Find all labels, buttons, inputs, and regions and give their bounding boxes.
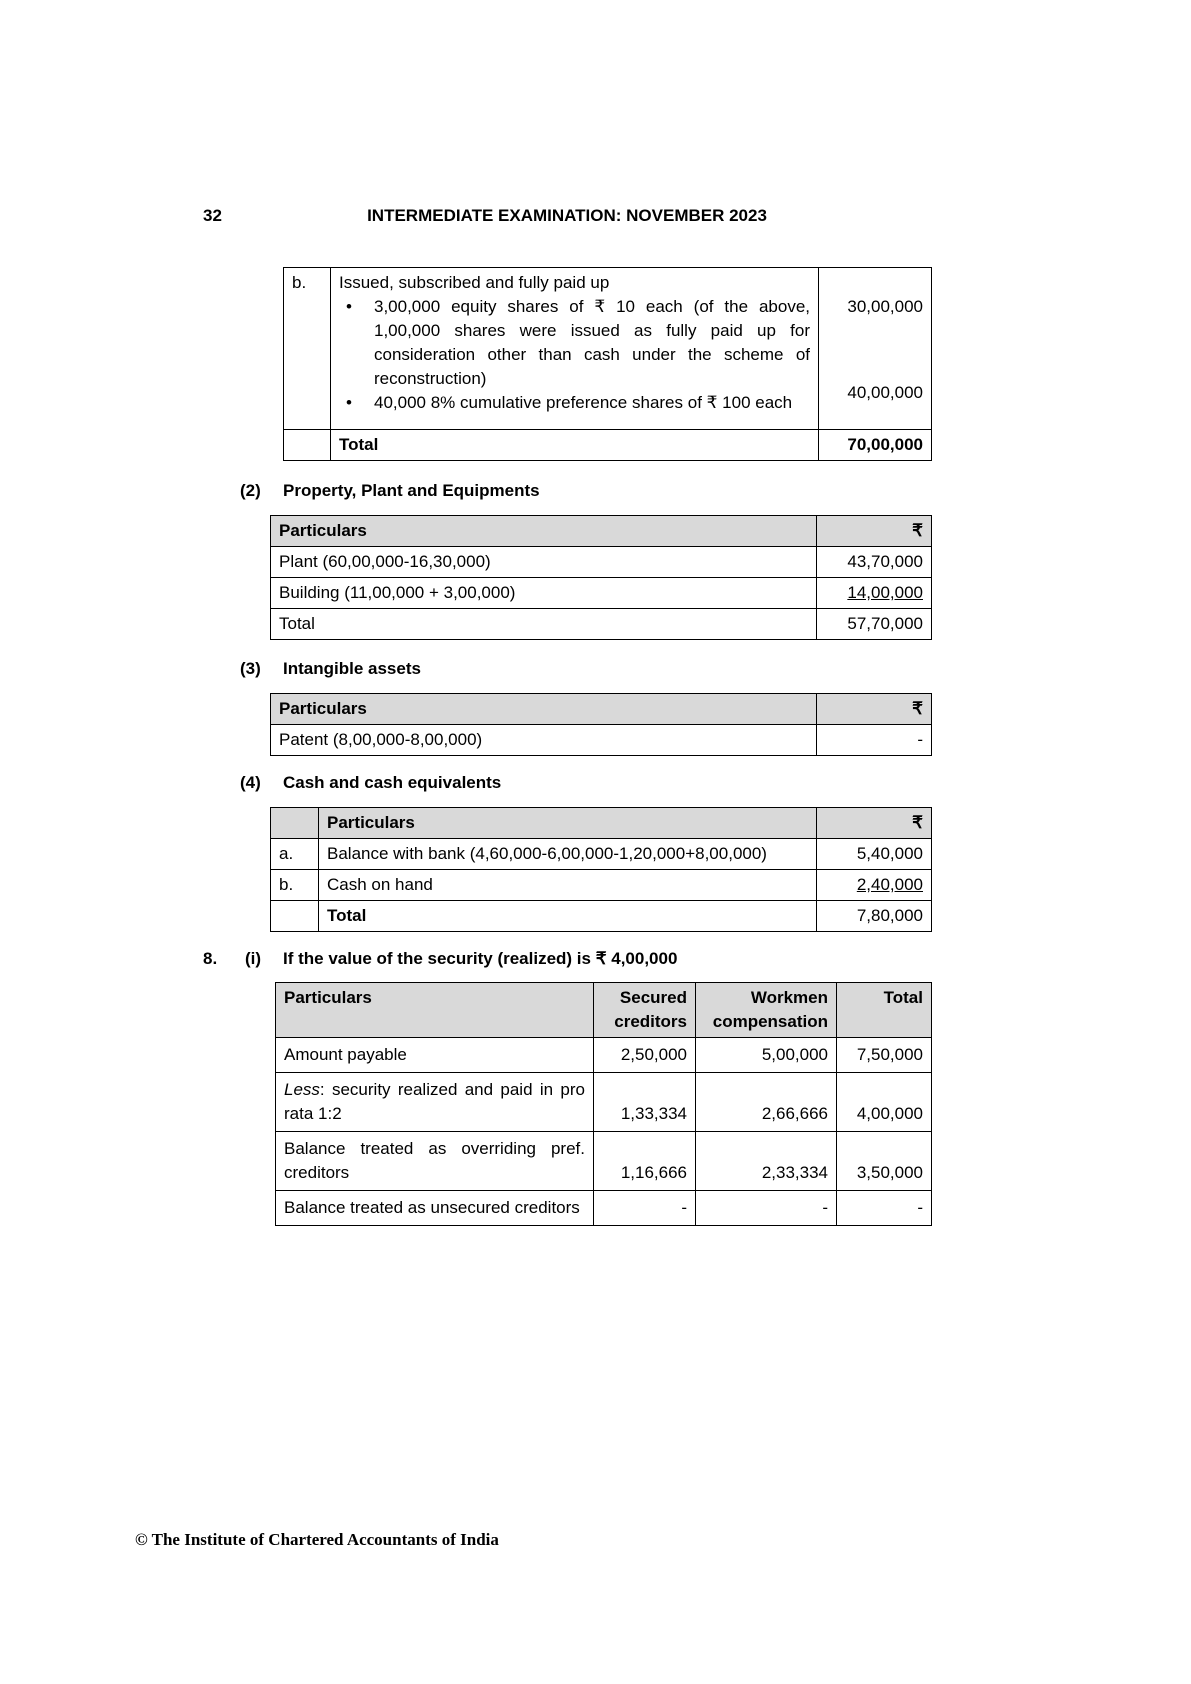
column-header-particulars: Particulars	[319, 808, 817, 839]
particulars-cell: Balance treated as unsecured creditors	[276, 1191, 594, 1226]
total-amount-cell: 70,00,000	[819, 430, 932, 461]
row-label-cell: a.	[271, 839, 319, 870]
particulars-cell: Plant (60,00,000-16,30,000)	[271, 547, 817, 578]
bullet-text: 40,000 8% cumulative preference shares of ₹ 100 each	[374, 393, 793, 412]
bullet-text: 3,00,000 equity shares of ₹ 10 each (of the above, 1,00,000 shares were issued as fully paid up for consideration other than cash under the scheme of reconstruction)	[374, 297, 810, 388]
section-heading-ppe	[203, 479, 931, 503]
question-number: 8.	[203, 949, 218, 968]
amount-cell: 2,40,000	[817, 870, 932, 901]
share-capital-table	[283, 267, 932, 461]
column-header-total: Total	[837, 983, 932, 1038]
section-title: Property, Plant and Equipments	[283, 481, 540, 500]
column-header-secured-creditors: Secured creditors	[594, 983, 696, 1038]
total-label-cell: Total	[331, 430, 819, 461]
bullet-item	[339, 391, 810, 415]
cash-table	[270, 807, 932, 932]
total-label-cell: Total	[319, 901, 817, 932]
total-amount-cell: 3,50,000	[837, 1132, 932, 1191]
page-content	[203, 204, 931, 1226]
column-header-amount: ₹	[817, 694, 932, 725]
intangible-table	[270, 693, 932, 756]
page-number: 32	[203, 206, 222, 225]
table-row	[271, 578, 932, 609]
secured-amount-cell: 1,16,666	[594, 1132, 696, 1191]
column-header-particulars: Particulars	[271, 694, 817, 725]
column-header-particulars: Particulars	[276, 983, 594, 1038]
table-row	[271, 609, 932, 640]
question-title: If the value of the security (realized) is ₹ 4,00,000	[283, 949, 678, 968]
amount-cell: 14,00,000	[817, 578, 932, 609]
question8-heading	[203, 947, 931, 971]
amount-value: 30,00,000	[847, 297, 923, 316]
section-number: (2)	[240, 481, 261, 500]
table-row	[276, 1191, 932, 1226]
total-amount-cell: 7,50,000	[837, 1038, 932, 1073]
table-header-row	[276, 983, 932, 1038]
workmen-amount-cell: -	[696, 1191, 837, 1226]
table-row	[271, 870, 932, 901]
creditors-table	[275, 982, 932, 1226]
particulars-cell: Patent (8,00,000-8,00,000)	[271, 725, 817, 756]
amount-cell: -	[817, 725, 932, 756]
section-number: (3)	[240, 659, 261, 678]
row-label-cell: b.	[271, 870, 319, 901]
table-header-row	[271, 808, 932, 839]
table-row	[284, 268, 932, 430]
workmen-amount-cell: 2,33,334	[696, 1132, 837, 1191]
particulars-cell	[276, 1073, 594, 1132]
bullet-item	[339, 295, 810, 391]
bullet-icon: •	[346, 297, 352, 316]
particulars-cell: Balance treated as overriding pref. creditors	[276, 1132, 594, 1191]
table-row	[276, 1132, 932, 1191]
row-heading: Issued, subscribed and fully paid up	[339, 273, 610, 292]
total-amount-cell: 7,80,000	[817, 901, 932, 932]
column-header-amount: ₹	[817, 516, 932, 547]
column-header-particulars: Particulars	[271, 516, 817, 547]
amount-cell: 43,70,000	[817, 547, 932, 578]
secured-amount-cell: 2,50,000	[594, 1038, 696, 1073]
amount-value: 40,00,000	[847, 383, 923, 402]
particulars-cell: Balance with bank (4,60,000-6,00,000-1,20,000+8,00,000)	[319, 839, 817, 870]
table-row	[276, 1073, 932, 1132]
secured-amount-cell: -	[594, 1191, 696, 1226]
ppe-table	[270, 515, 932, 640]
column-header-amount: ₹	[817, 808, 932, 839]
table-row	[271, 839, 932, 870]
secured-amount-cell: 1,33,334	[594, 1073, 696, 1132]
particulars-cell: Total	[271, 609, 817, 640]
total-amount-cell: -	[837, 1191, 932, 1226]
section-title: Cash and cash equivalents	[283, 773, 502, 792]
workmen-amount-cell: 5,00,000	[696, 1038, 837, 1073]
total-amount-cell: 4,00,000	[837, 1073, 932, 1132]
section-heading-intangible	[203, 657, 931, 681]
section-heading-cash	[203, 771, 931, 795]
amount-cell	[819, 268, 932, 430]
particulars-cell	[331, 268, 819, 430]
row-label-cell	[271, 901, 319, 932]
page-header	[203, 204, 931, 228]
section-title: Intangible assets	[283, 659, 421, 678]
column-header-workmen-compensation: Workmen compensation	[696, 983, 837, 1038]
bullet-icon: •	[346, 393, 352, 412]
table-header-row	[271, 516, 932, 547]
question-subpart: (i)	[245, 949, 262, 968]
row-label-cell	[284, 430, 331, 461]
column-header-sn	[271, 808, 319, 839]
amount-cell: 57,70,000	[817, 609, 932, 640]
total-row	[284, 430, 932, 461]
table-row	[276, 1038, 932, 1073]
less-rest: : security realized and paid in pro rata 1:2	[284, 1080, 585, 1123]
particulars-cell: Cash on hand	[319, 870, 817, 901]
section-number: (4)	[240, 773, 261, 792]
less-prefix: Less	[284, 1080, 320, 1099]
table-row	[271, 547, 932, 578]
particulars-cell: Building (11,00,000 + 3,00,000)	[271, 578, 817, 609]
row-label-cell: b.	[284, 268, 331, 430]
table-row	[271, 725, 932, 756]
total-row	[271, 901, 932, 932]
copyright-footer: © The Institute of Chartered Accountants of India	[135, 1530, 499, 1549]
particulars-cell: Amount payable	[276, 1038, 594, 1073]
table-header-row	[271, 694, 932, 725]
workmen-amount-cell: 2,66,666	[696, 1073, 837, 1132]
amount-cell: 5,40,000	[817, 839, 932, 870]
page-title: INTERMEDIATE EXAMINATION: NOVEMBER 2023	[367, 206, 767, 225]
